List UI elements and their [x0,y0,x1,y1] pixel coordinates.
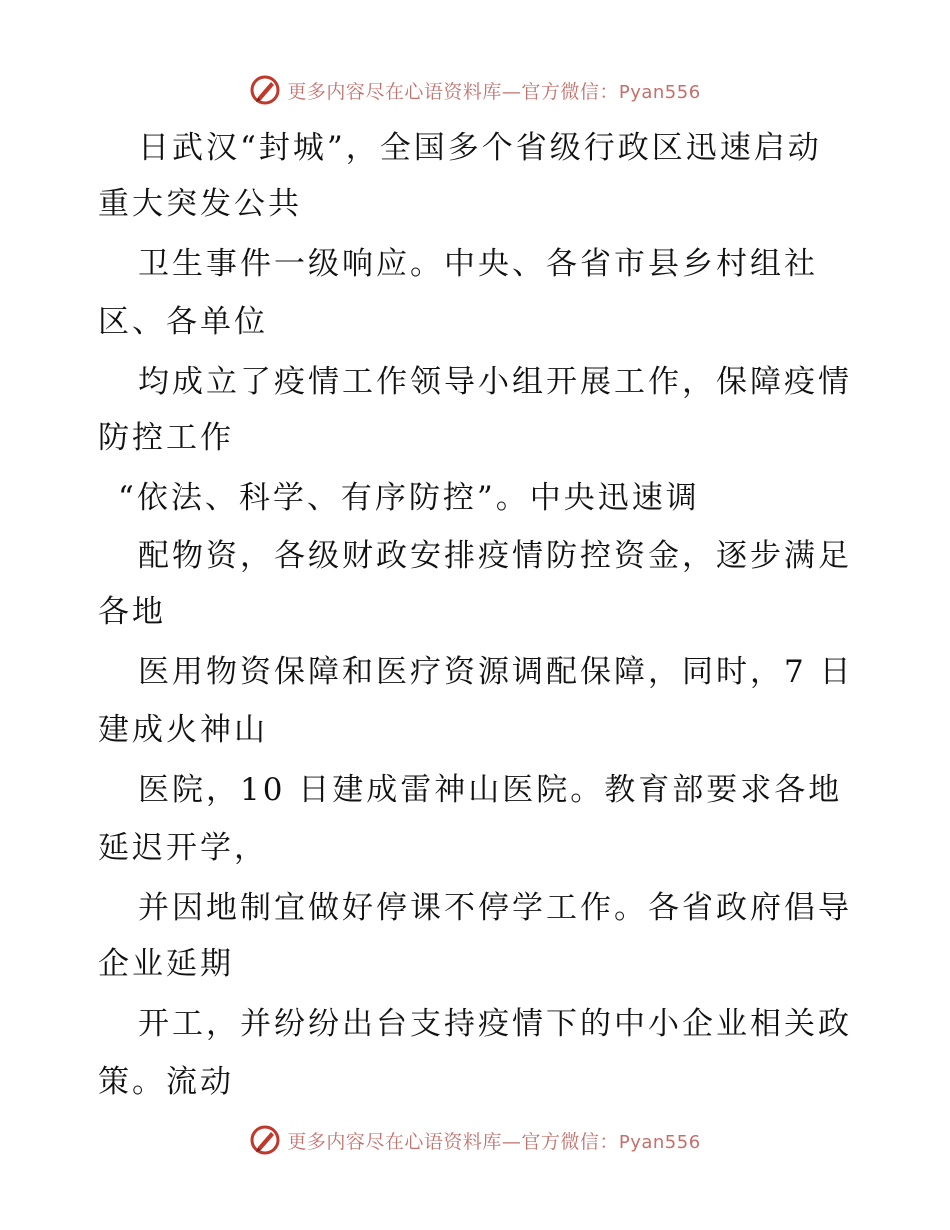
watermark-text [287,1127,700,1154]
text-line: 建成火神山 [98,712,268,748]
watermark-footer [0,1120,950,1160]
text-line: 防控工作 [98,420,234,456]
text-line: 重大突发公共 [98,186,302,222]
text-line: 区、各单位 [98,304,268,340]
text-line: “依法、科学、有序防控”。中央迅速调 [118,480,700,516]
pen-logo-icon [249,74,281,106]
text-line: 开工，并纷纷出台支持疫情下的中小企业相关政 [138,1006,852,1042]
watermark-main-text: 更多内容尽在心语资料库—官方微信： [287,80,619,103]
watermark-header [0,70,950,110]
pen-logo-icon [249,1124,281,1156]
text-line: 均成立了疫情工作领导小组开展工作，保障疫情 [138,364,852,400]
text-line: 日武汉“封城”，全国多个省级行政区迅速启动 [138,130,822,166]
text-line: 配物资，各级财政安排疫情防控资金，逐步满足 [138,538,852,574]
watermark-main-text: 更多内容尽在心语资料库—官方微信： [287,1130,619,1153]
watermark-wechat-id: Pyan556 [618,81,701,103]
watermark-wechat-id: Pyan556 [618,1131,701,1153]
text-line: 延迟开学， [98,830,268,866]
text-line: 医院，10 日建成雷神山医院。教育部要求各地 [138,772,843,808]
text-line: 各地 [98,594,166,630]
text-line: 策。流动 [98,1064,234,1100]
text-line: 企业延期 [98,946,234,982]
text-line: 医用物资保障和医疗资源调配保障，同时，7 日 [138,654,854,690]
watermark-text [287,77,700,104]
text-line: 卫生事件一级响应。中央、各省市县乡村组社 [138,246,818,282]
text-line: 并因地制宜做好停课不停学工作。各省政府倡导 [138,890,852,926]
